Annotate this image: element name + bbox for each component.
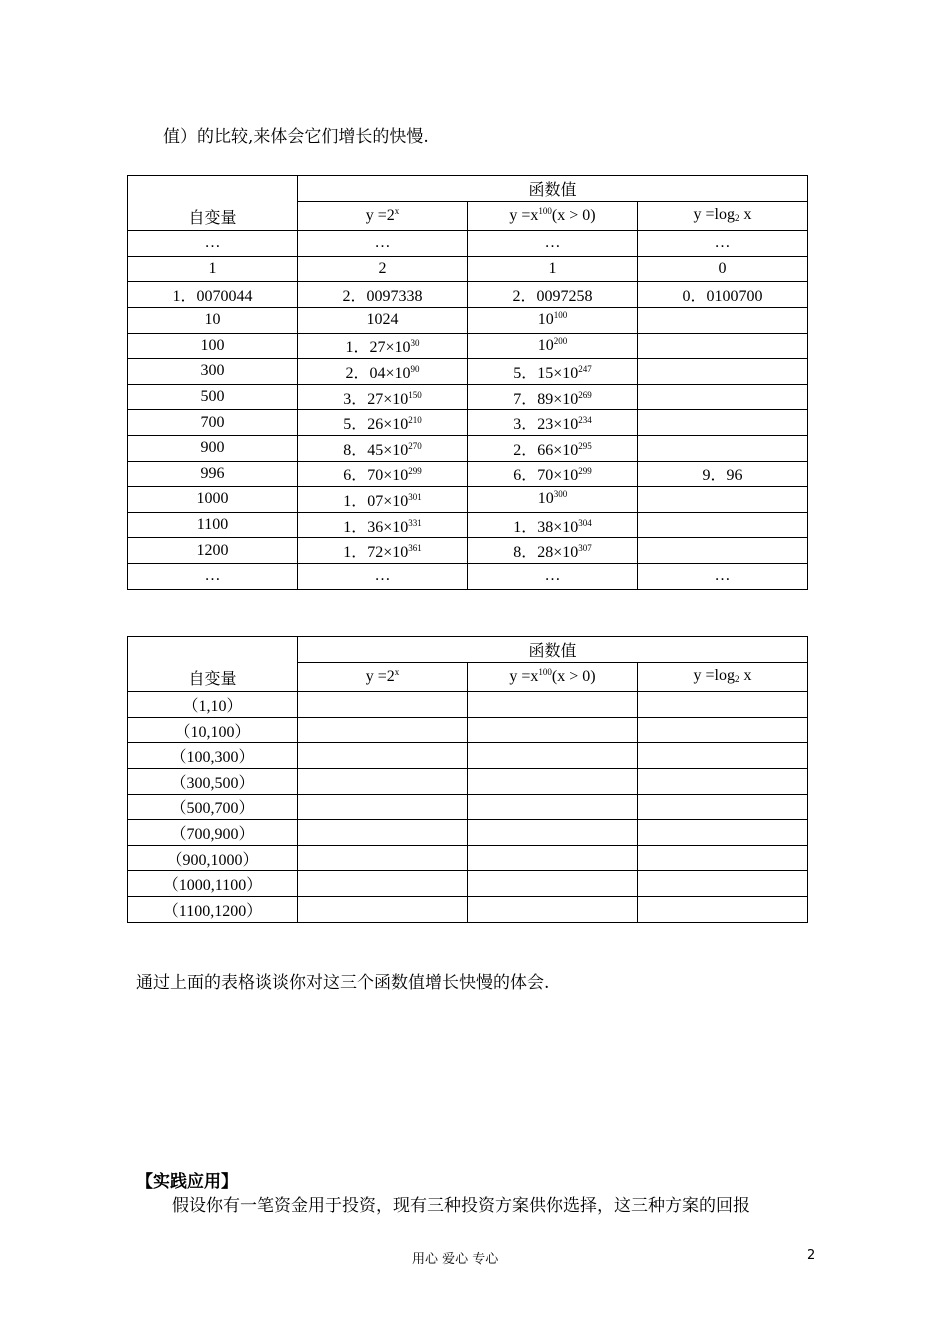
function-value-header: 函数值 [298,637,808,663]
table-row [128,282,808,308]
interval-cell: （1,10） [128,692,298,718]
variable-cell: 100 [128,333,298,359]
table-row [128,307,808,333]
table-row [128,538,808,564]
empty-cell [468,845,638,871]
empty-cell [638,896,808,922]
value-cell: 2．0097338 [298,282,468,308]
value-cell: 8．$45\times 10^{270}$ [298,435,468,461]
empty-cell [468,743,638,769]
variable-cell: 1．0070044 [128,282,298,308]
footer-motto: 用心 爱心 专心 [412,1252,499,1267]
value-cell: … [298,231,468,257]
empty-cell [468,871,638,897]
header-logarithm: $y =\log_2$ x [638,662,808,692]
variable-header: 自变量 [128,176,298,231]
empty-cell [638,717,808,743]
empty-cell [298,845,468,871]
value-cell: … [298,563,468,589]
empty-cell [298,743,468,769]
empty-cell [468,794,638,820]
variable-cell: 1000 [128,487,298,513]
table-row [128,461,808,487]
empty-cell [468,896,638,922]
variable-cell: 996 [128,461,298,487]
empty-cell [638,768,808,794]
variable-cell: 1100 [128,512,298,538]
value-cell: 2 [298,256,468,282]
section-heading: 【实践应用】 [136,1172,238,1192]
value-cell: $10^{100}$ [468,307,638,333]
variable-cell: 900 [128,435,298,461]
table-row [128,896,808,922]
header-power: $y =x^{100}(x > 0)$ [468,201,638,231]
empty-cell [298,692,468,718]
empty-cell [638,743,808,769]
intro-text: 值）的比较,来体会它们增长的快慢. [163,127,429,147]
value-cell [638,410,808,436]
value-cell: 1．$38\times 10^{304}$ [468,512,638,538]
value-cell: 2．$04\times 10^{90}$ [298,359,468,385]
value-cell [638,487,808,513]
value-cell: 1．$07\times 10^{301}$ [298,487,468,513]
section-text: 假设你有一笔资金用于投资，现有三种投资方案供你选择，这三种方案的回报 [172,1196,750,1216]
value-cell: 7．$89\times 10^{269}$ [468,384,638,410]
interval-cell: （700,900） [128,820,298,846]
table-row [128,410,808,436]
value-cell [638,435,808,461]
value-cell: 1．$72\times 10^{361}$ [298,538,468,564]
value-cell: 2．$66\times 10^{295}$ [468,435,638,461]
table-row [128,820,808,846]
interval-cell: （100,300） [128,743,298,769]
page-number: 2 [807,1248,816,1263]
value-cell: $10^{300}$ [468,487,638,513]
value-cell: 5．$15\times 10^{247}$ [468,359,638,385]
empty-cell [638,871,808,897]
empty-cell [298,794,468,820]
value-cell: 6．$70\times 10^{299}$ [468,461,638,487]
table-row [128,256,808,282]
value-cell: 0．0100700 [638,282,808,308]
table-row [128,487,808,513]
empty-cell [298,717,468,743]
table-row [128,717,808,743]
value-cell [638,307,808,333]
interval-cell: （10,100） [128,717,298,743]
value-cell: 9．96 [638,461,808,487]
table-row [128,743,808,769]
value-cell [638,359,808,385]
value-cell: 1．$27\times 10^{30}$ [298,333,468,359]
value-cell: 1024 [298,307,468,333]
value-cell: 1 [468,256,638,282]
interval-cell: （900,1000） [128,845,298,871]
table-row [128,512,808,538]
interval-cell: （1100,1200） [128,896,298,922]
table-row [128,692,808,718]
empty-cell [298,871,468,897]
header-exponential: $y =2^x$ [298,201,468,231]
question-text: 通过上面的表格谈谈你对这三个函数值增长快慢的体会. [136,973,550,993]
growth-comparison-table [127,636,808,923]
empty-cell [298,820,468,846]
empty-cell [638,820,808,846]
value-cell: $10^{200}$ [468,333,638,359]
variable-cell: … [128,563,298,589]
empty-cell [638,845,808,871]
variable-cell: 1200 [128,538,298,564]
value-cell: 0 [638,256,808,282]
function-values-table [127,175,808,590]
value-cell: … [638,563,808,589]
table-row [128,563,808,589]
value-cell: 8．$28\times 10^{307}$ [468,538,638,564]
table-row [128,384,808,410]
value-cell: … [468,563,638,589]
empty-cell [468,820,638,846]
table-row [128,794,808,820]
value-cell: 1．$36\times 10^{331}$ [298,512,468,538]
value-cell: 6．$70\times 10^{299}$ [298,461,468,487]
variable-cell: 300 [128,359,298,385]
value-cell [638,384,808,410]
function-value-header: 函数值 [298,176,808,202]
value-cell: 3．$23\times 10^{234}$ [468,410,638,436]
table-row [128,359,808,385]
variable-cell: 1 [128,256,298,282]
header-logarithm: $y =\log_2$ x [638,201,808,231]
empty-cell [298,896,468,922]
variable-cell: 10 [128,307,298,333]
empty-cell [468,692,638,718]
value-cell [638,333,808,359]
variable-header: 自变量 [128,637,298,692]
empty-cell [638,692,808,718]
interval-cell: （500,700） [128,794,298,820]
variable-cell: 700 [128,410,298,436]
value-cell [638,538,808,564]
empty-cell [468,768,638,794]
header-power: $y =x^{100}(x > 0)$ [468,662,638,692]
value-cell: … [638,231,808,257]
table-row [128,768,808,794]
empty-cell [638,794,808,820]
interval-cell: （1000,1100） [128,871,298,897]
table-row [128,845,808,871]
table-row [128,871,808,897]
value-cell: 2．0097258 [468,282,638,308]
value-cell: 5．$26\times 10^{210}$ [298,410,468,436]
value-cell [638,512,808,538]
value-cell: 3．$27\times 10^{150}$ [298,384,468,410]
table-row [128,435,808,461]
table-row [128,333,808,359]
interval-cell: （300,500） [128,768,298,794]
variable-cell: 500 [128,384,298,410]
variable-cell: … [128,231,298,257]
empty-cell [468,717,638,743]
table-row [128,231,808,257]
empty-cell [298,768,468,794]
header-exponential: $y =2^x$ [298,662,468,692]
value-cell: … [468,231,638,257]
